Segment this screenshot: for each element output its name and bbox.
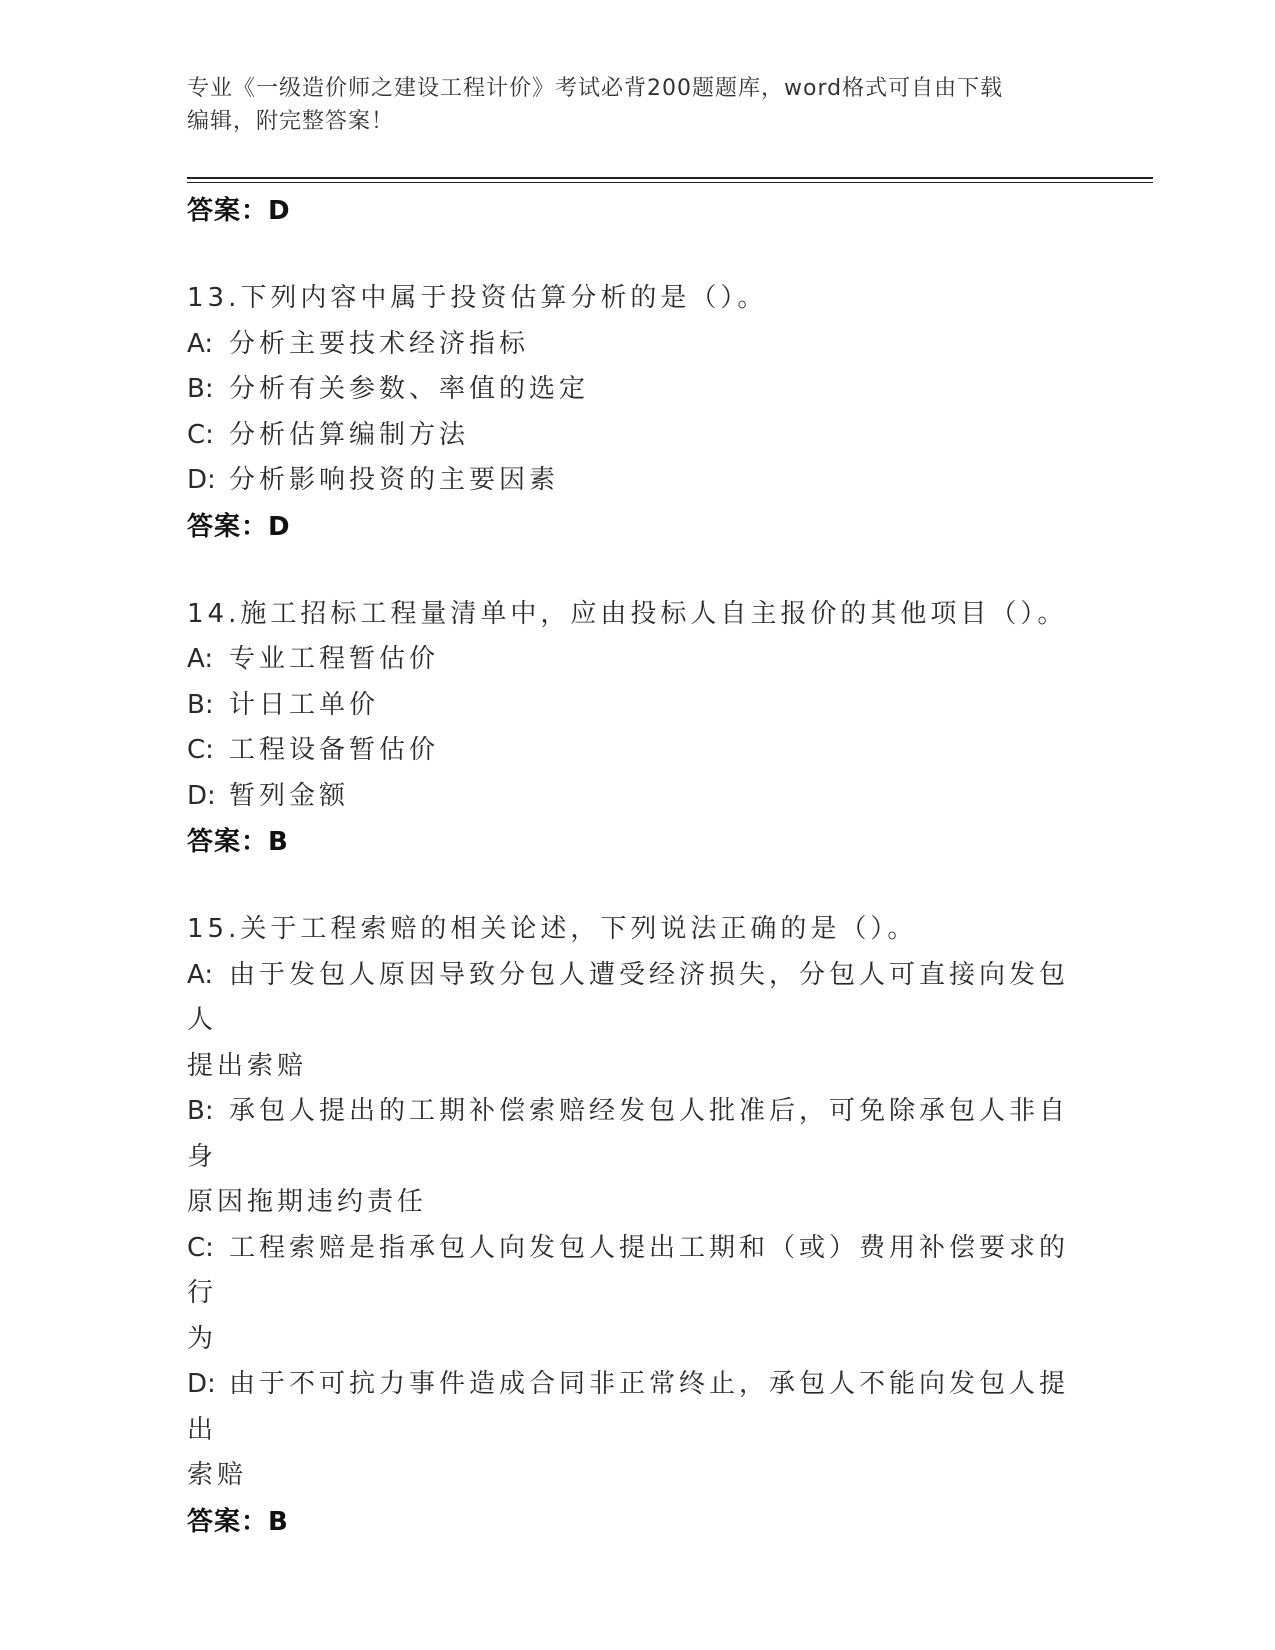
option-letter: B: xyxy=(187,1096,214,1126)
header-line-1: 专业《一级造价师之建设工程计价》考试必背200题题库，word格式可自由下载 xyxy=(187,76,1004,101)
answer-line: 答案：D xyxy=(187,511,291,542)
option-a xyxy=(187,322,1087,368)
answer-line: 答案：B xyxy=(187,1506,289,1537)
question-text: 14.施工招标工程量清单中，应由投标人自主报价的其他项目（）。 xyxy=(187,598,1068,629)
option-text: 工程设备暂估价 xyxy=(229,735,440,765)
question-list xyxy=(187,188,1087,1545)
option-b xyxy=(187,1089,1087,1226)
answer-line: 答案：D xyxy=(187,196,291,226)
question-14 xyxy=(187,592,1087,866)
option-b xyxy=(187,683,1087,729)
option-text-continued: 提出索赔 xyxy=(187,1050,308,1081)
header-divider-thick xyxy=(187,177,1153,179)
option-d xyxy=(187,774,1087,820)
option-text: 由于发包人原因导致分包人遭受经济损失，分包人可直接向发包人 xyxy=(187,959,1070,1035)
option-d xyxy=(187,458,1087,504)
option-letter: D: xyxy=(187,1369,216,1399)
option-letter: A: xyxy=(187,644,214,674)
option-letter: D: xyxy=(187,780,216,811)
option-d xyxy=(187,1362,1087,1499)
question-text: 13.下列内容中属于投资估算分析的是（）。 xyxy=(187,283,768,313)
page-header xyxy=(187,72,1067,138)
option-letter: C: xyxy=(187,1232,214,1263)
option-text: 专业工程暂估价 xyxy=(229,644,440,674)
option-text: 工程索赔是指承包人向发包人提出工期和（或）费用补偿要求的行 xyxy=(187,1232,1070,1308)
question-15 xyxy=(187,907,1087,1545)
option-letter: A: xyxy=(187,328,214,359)
option-text-continued: 原因拖期违约责任 xyxy=(187,1187,428,1217)
option-letter: C: xyxy=(187,735,214,765)
option-text: 计日工单价 xyxy=(229,689,380,720)
option-text: 暂列金额 xyxy=(229,780,350,811)
option-text: 分析主要技术经济指标 xyxy=(229,328,530,359)
option-a xyxy=(187,953,1087,1090)
header-divider-thin xyxy=(187,182,1153,183)
option-text: 分析有关参数、率值的选定 xyxy=(229,374,590,404)
option-text: 由于不可抗力事件造成合同非正常终止，承包人不能向发包人提出 xyxy=(187,1369,1070,1445)
option-text: 分析估算编制方法 xyxy=(229,419,470,450)
option-letter: D: xyxy=(187,465,216,495)
option-letter: C: xyxy=(187,419,214,450)
question-text: 15.关于工程索赔的相关论述，下列说法正确的是（）。 xyxy=(187,914,918,944)
option-text-continued: 为 xyxy=(187,1323,218,1354)
option-text-continued: 索赔 xyxy=(187,1460,248,1490)
option-b xyxy=(187,367,1087,413)
option-text: 承包人提出的工期补偿索赔经发包人批准后，可免除承包人非自身 xyxy=(187,1096,1070,1172)
answer-line: 答案：B xyxy=(187,827,289,857)
option-letter: A: xyxy=(187,959,214,990)
option-text: 分析影响投资的主要因素 xyxy=(229,465,560,495)
question-13 xyxy=(187,276,1087,550)
option-c xyxy=(187,413,1087,459)
option-c xyxy=(187,728,1087,774)
option-letter: B: xyxy=(187,689,214,720)
option-letter: B: xyxy=(187,374,214,404)
option-a xyxy=(187,637,1087,683)
option-c xyxy=(187,1226,1087,1363)
header-line-2: 编辑，附完整答案！ xyxy=(187,109,395,134)
